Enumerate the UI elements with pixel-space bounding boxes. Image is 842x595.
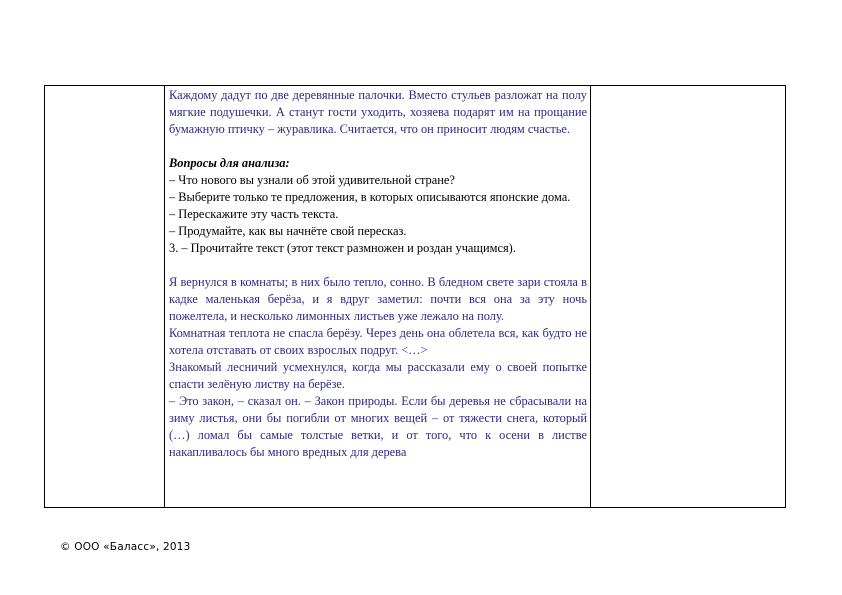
question-item: – Что нового вы узнали об этой удивительной стране? (169, 173, 455, 187)
lesson-text-cell (169, 87, 587, 507)
column-divider-right (590, 86, 591, 507)
story-paragraph: Я вернулся в комнаты; в них было тепло, сонно. В бледном свете зари стояла в кадке маленькая берёза, и я вдруг заметил: почти вся она за эту ночь пожелтела, и несколько лимонных листьев уже лежало на полу. (169, 275, 587, 323)
questions-heading: Вопросы для анализа: (169, 156, 290, 170)
story-paragraph: Комнатная теплота не спасла берёзу. Через день она облетела вся, как будто не хотела отставать от своих взрослых подруг. <…> (169, 326, 587, 357)
question-item: – Продумайте, как вы начнёте свой пересказ. (169, 224, 407, 238)
spacer (169, 257, 587, 274)
column-divider-left (164, 86, 165, 507)
story-paragraph: Знакомый лесничий усмехнулся, когда мы рассказали ему о своей попытке спасти зелёную листву на берёзе. (169, 360, 587, 391)
copyright-footer: © ООО «Баласс», 2013 (60, 541, 191, 553)
task-item: 3. – Прочитайте текст (этот текст размножен и роздан учащимся). (169, 241, 516, 255)
story-paragraph: – Это закон, – сказал он. – Закон природы. Если бы деревья не сбрасывали на зиму листья, они бы погибли от многих вещей – от тяжести снега, который (…) ломал бы самые толстые ветки, и от того, что к осени в листве накапливалось бы много вредных для дерева (169, 394, 587, 459)
question-item: – Выберите только те предложения, в которых описываются японские дома. (169, 190, 571, 204)
question-item: – Перескажите эту часть текста. (169, 207, 339, 221)
spacer (169, 138, 587, 155)
lesson-table (44, 85, 786, 508)
intro-paragraph: Каждому дадут по две деревянные палочки. Вместо стульев разложат на полу мягкие подушечки. А станут гости уходить, хозяева подарят им на прощание бумажную птичку – журавлика. Считается, что он приносит людям счастье. (169, 88, 587, 136)
